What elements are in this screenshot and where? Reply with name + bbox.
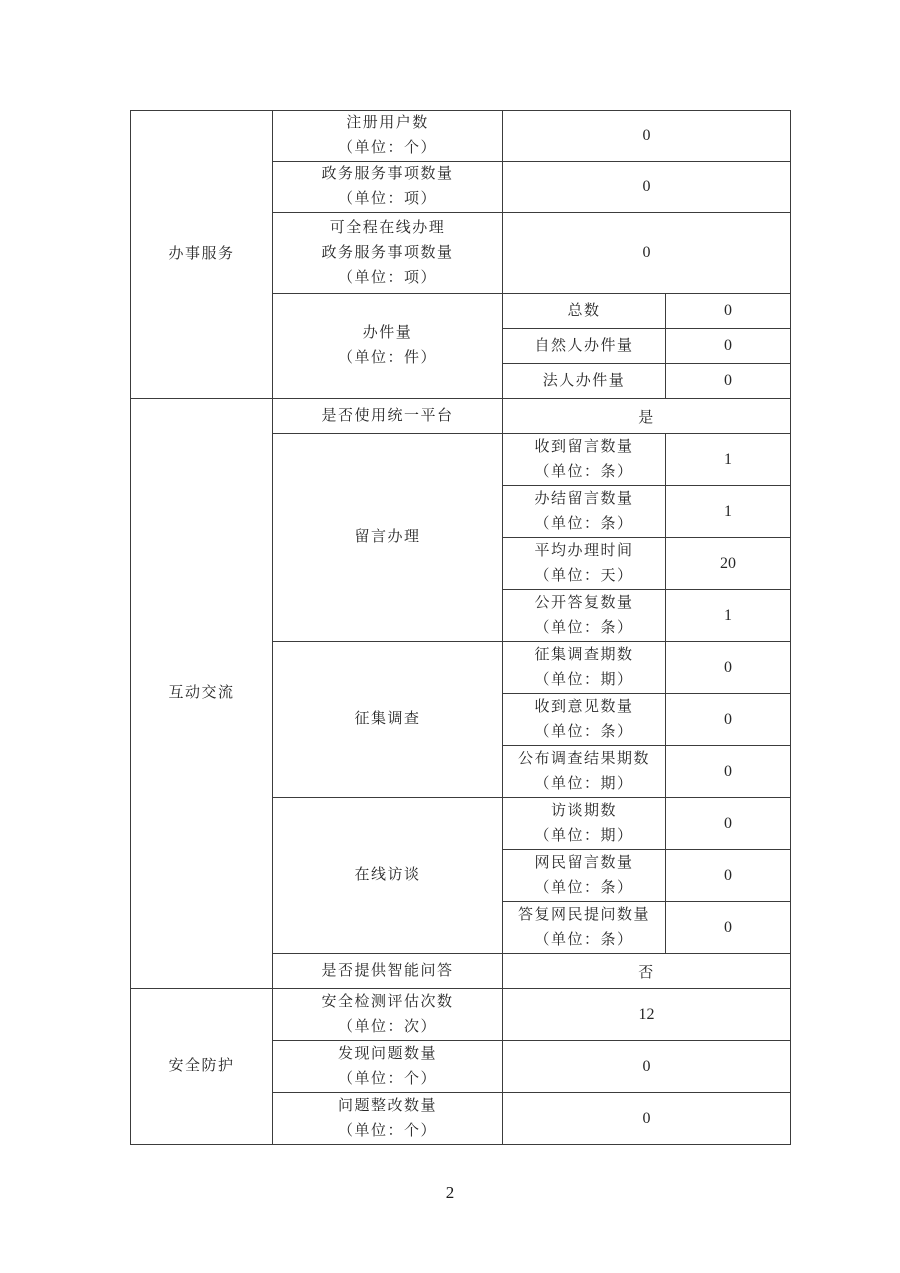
submetric-unit: （单位：期） xyxy=(534,827,634,844)
metric-label: 政务服务事项数量 xyxy=(321,244,454,261)
metric-label: 可全程在线办理 xyxy=(329,219,446,236)
submetric-value: 0 xyxy=(724,658,732,676)
submetric-label: 访谈期数 xyxy=(550,802,617,819)
submetric-label: 征集调查期数 xyxy=(534,646,634,663)
submetric-value-cell xyxy=(666,590,791,642)
metric-unit: （单位：项） xyxy=(337,191,437,207)
metric-value: 0 xyxy=(642,1109,651,1127)
submetric-label-cell xyxy=(503,434,666,486)
submetric-label: 总数 xyxy=(567,302,601,319)
submetric-value: 1 xyxy=(724,606,732,624)
metric-label: 安全检测评估次数 xyxy=(321,993,454,1010)
category-label: 互动交流 xyxy=(168,685,235,701)
metric-label-cell xyxy=(273,213,503,294)
metric-value-cell xyxy=(503,954,791,989)
category-label: 安全防护 xyxy=(168,1058,235,1074)
submetric-label-cell xyxy=(503,486,666,538)
metric-value-cell xyxy=(503,1041,791,1093)
metric-unit: （单位：件） xyxy=(337,350,437,366)
metric-label: 问题整改数量 xyxy=(337,1097,437,1114)
submetric-label: 平均办理时间 xyxy=(534,542,634,559)
submetric-value-cell xyxy=(666,642,791,694)
submetric-unit: （单位：条） xyxy=(534,879,634,896)
metric-group-label-cell xyxy=(273,294,503,399)
metric-group-label-cell xyxy=(273,798,503,954)
submetric-value-cell xyxy=(666,486,791,538)
metric-label-cell xyxy=(273,989,503,1041)
metric-label: 留言办理 xyxy=(354,529,421,545)
metric-label: 注册用户数 xyxy=(346,115,429,131)
metric-unit: （单位：个） xyxy=(337,140,437,156)
submetric-label-cell xyxy=(503,590,666,642)
submetric-value-cell xyxy=(666,850,791,902)
metric-label: 发现问题数量 xyxy=(337,1045,437,1062)
submetric-value-cell xyxy=(666,694,791,746)
submetric-label-cell xyxy=(503,364,666,399)
submetric-label-cell xyxy=(503,902,666,954)
metric-value-cell xyxy=(503,399,791,434)
submetric-value-cell xyxy=(666,902,791,954)
metric-label: 是否提供智能问答 xyxy=(321,962,454,979)
metric-value-cell xyxy=(503,989,791,1041)
metric-label-cell xyxy=(273,1041,503,1093)
submetric-label: 公开答复数量 xyxy=(534,594,634,611)
submetric-value-cell xyxy=(666,294,791,329)
metric-group-label-cell xyxy=(273,642,503,798)
submetric-label: 收到意见数量 xyxy=(534,698,634,715)
metric-value: 是 xyxy=(638,409,655,426)
metric-label: 在线访谈 xyxy=(354,867,421,883)
submetric-unit: （单位：条） xyxy=(534,619,634,636)
submetric-value: 0 xyxy=(724,762,732,780)
submetric-label-cell xyxy=(503,329,666,364)
submetric-unit: （单位：期） xyxy=(534,671,634,688)
submetric-unit: （单位：条） xyxy=(534,463,634,480)
metric-value: 12 xyxy=(638,1005,655,1023)
submetric-value-cell xyxy=(666,329,791,364)
submetric-label-cell xyxy=(503,294,666,329)
submetric-value: 0 xyxy=(724,866,732,884)
submetric-value: 0 xyxy=(724,302,732,319)
submetric-value-cell xyxy=(666,434,791,486)
submetric-unit: （单位：条） xyxy=(534,931,634,948)
metric-unit: （单位：次） xyxy=(337,1018,437,1035)
metric-value: 0 xyxy=(642,127,651,144)
submetric-value-cell xyxy=(666,798,791,850)
submetric-unit: （单位：天） xyxy=(534,567,634,584)
metric-label: 政务服务事项数量 xyxy=(321,166,454,182)
submetric-label-cell xyxy=(503,538,666,590)
submetric-value-cell xyxy=(666,538,791,590)
submetric-label: 网民留言数量 xyxy=(534,854,634,871)
submetric-value: 1 xyxy=(724,450,732,468)
category-label: 办事服务 xyxy=(168,246,235,262)
submetric-label: 收到留言数量 xyxy=(534,438,634,455)
metric-label: 是否使用统一平台 xyxy=(321,407,454,424)
metric-group-label-cell xyxy=(273,434,503,642)
submetric-label: 自然人办件量 xyxy=(534,337,634,354)
submetric-value: 1 xyxy=(724,502,732,520)
table-row xyxy=(131,111,791,162)
submetric-unit: （单位：条） xyxy=(534,515,634,532)
metric-label-cell xyxy=(273,954,503,989)
submetric-label: 办结留言数量 xyxy=(534,490,634,507)
table-row xyxy=(131,989,791,1041)
submetric-label-cell xyxy=(503,850,666,902)
category-cell-security xyxy=(131,989,273,1145)
submetric-label-cell xyxy=(503,694,666,746)
metric-label-cell xyxy=(273,111,503,162)
submetric-label-cell xyxy=(503,798,666,850)
submetric-unit: （单位：期） xyxy=(534,775,634,792)
submetric-label: 公布调查结果期数 xyxy=(517,750,650,767)
metric-value: 0 xyxy=(642,1057,651,1075)
submetric-unit: （单位：条） xyxy=(534,723,634,740)
submetric-value: 0 xyxy=(724,337,732,354)
submetric-label-cell xyxy=(503,746,666,798)
submetric-value: 0 xyxy=(724,918,732,936)
submetric-label-cell xyxy=(503,642,666,694)
submetric-value: 20 xyxy=(720,554,736,572)
metric-unit: （单位：项） xyxy=(337,269,437,286)
category-cell-interaction xyxy=(131,399,273,989)
metric-label: 征集调查 xyxy=(354,711,421,727)
metric-label-cell xyxy=(273,399,503,434)
submetric-value-cell xyxy=(666,364,791,399)
table-row xyxy=(131,399,791,434)
page-number: 2 xyxy=(445,1183,455,1202)
submetric-value: 0 xyxy=(724,814,732,832)
metric-label: 办件量 xyxy=(362,325,413,341)
submetric-label: 答复网民提问数量 xyxy=(517,906,650,923)
submetric-value: 0 xyxy=(724,372,732,389)
annual-report-metrics-table xyxy=(130,110,791,1145)
metric-label-cell xyxy=(273,162,503,213)
metric-unit: （单位：个） xyxy=(337,1070,437,1087)
metric-value-cell xyxy=(503,111,791,162)
submetric-value: 0 xyxy=(724,710,732,728)
metric-label-cell xyxy=(273,1093,503,1145)
metric-value: 否 xyxy=(638,964,655,981)
submetric-value-cell xyxy=(666,746,791,798)
metric-value: 0 xyxy=(642,178,651,195)
metric-value-cell xyxy=(503,213,791,294)
metric-value-cell xyxy=(503,162,791,213)
submetric-label: 法人办件量 xyxy=(542,372,626,389)
metric-value: 0 xyxy=(642,244,651,261)
metric-value-cell xyxy=(503,1093,791,1145)
category-cell-service xyxy=(131,111,273,399)
metric-unit: （单位：个） xyxy=(337,1122,437,1139)
